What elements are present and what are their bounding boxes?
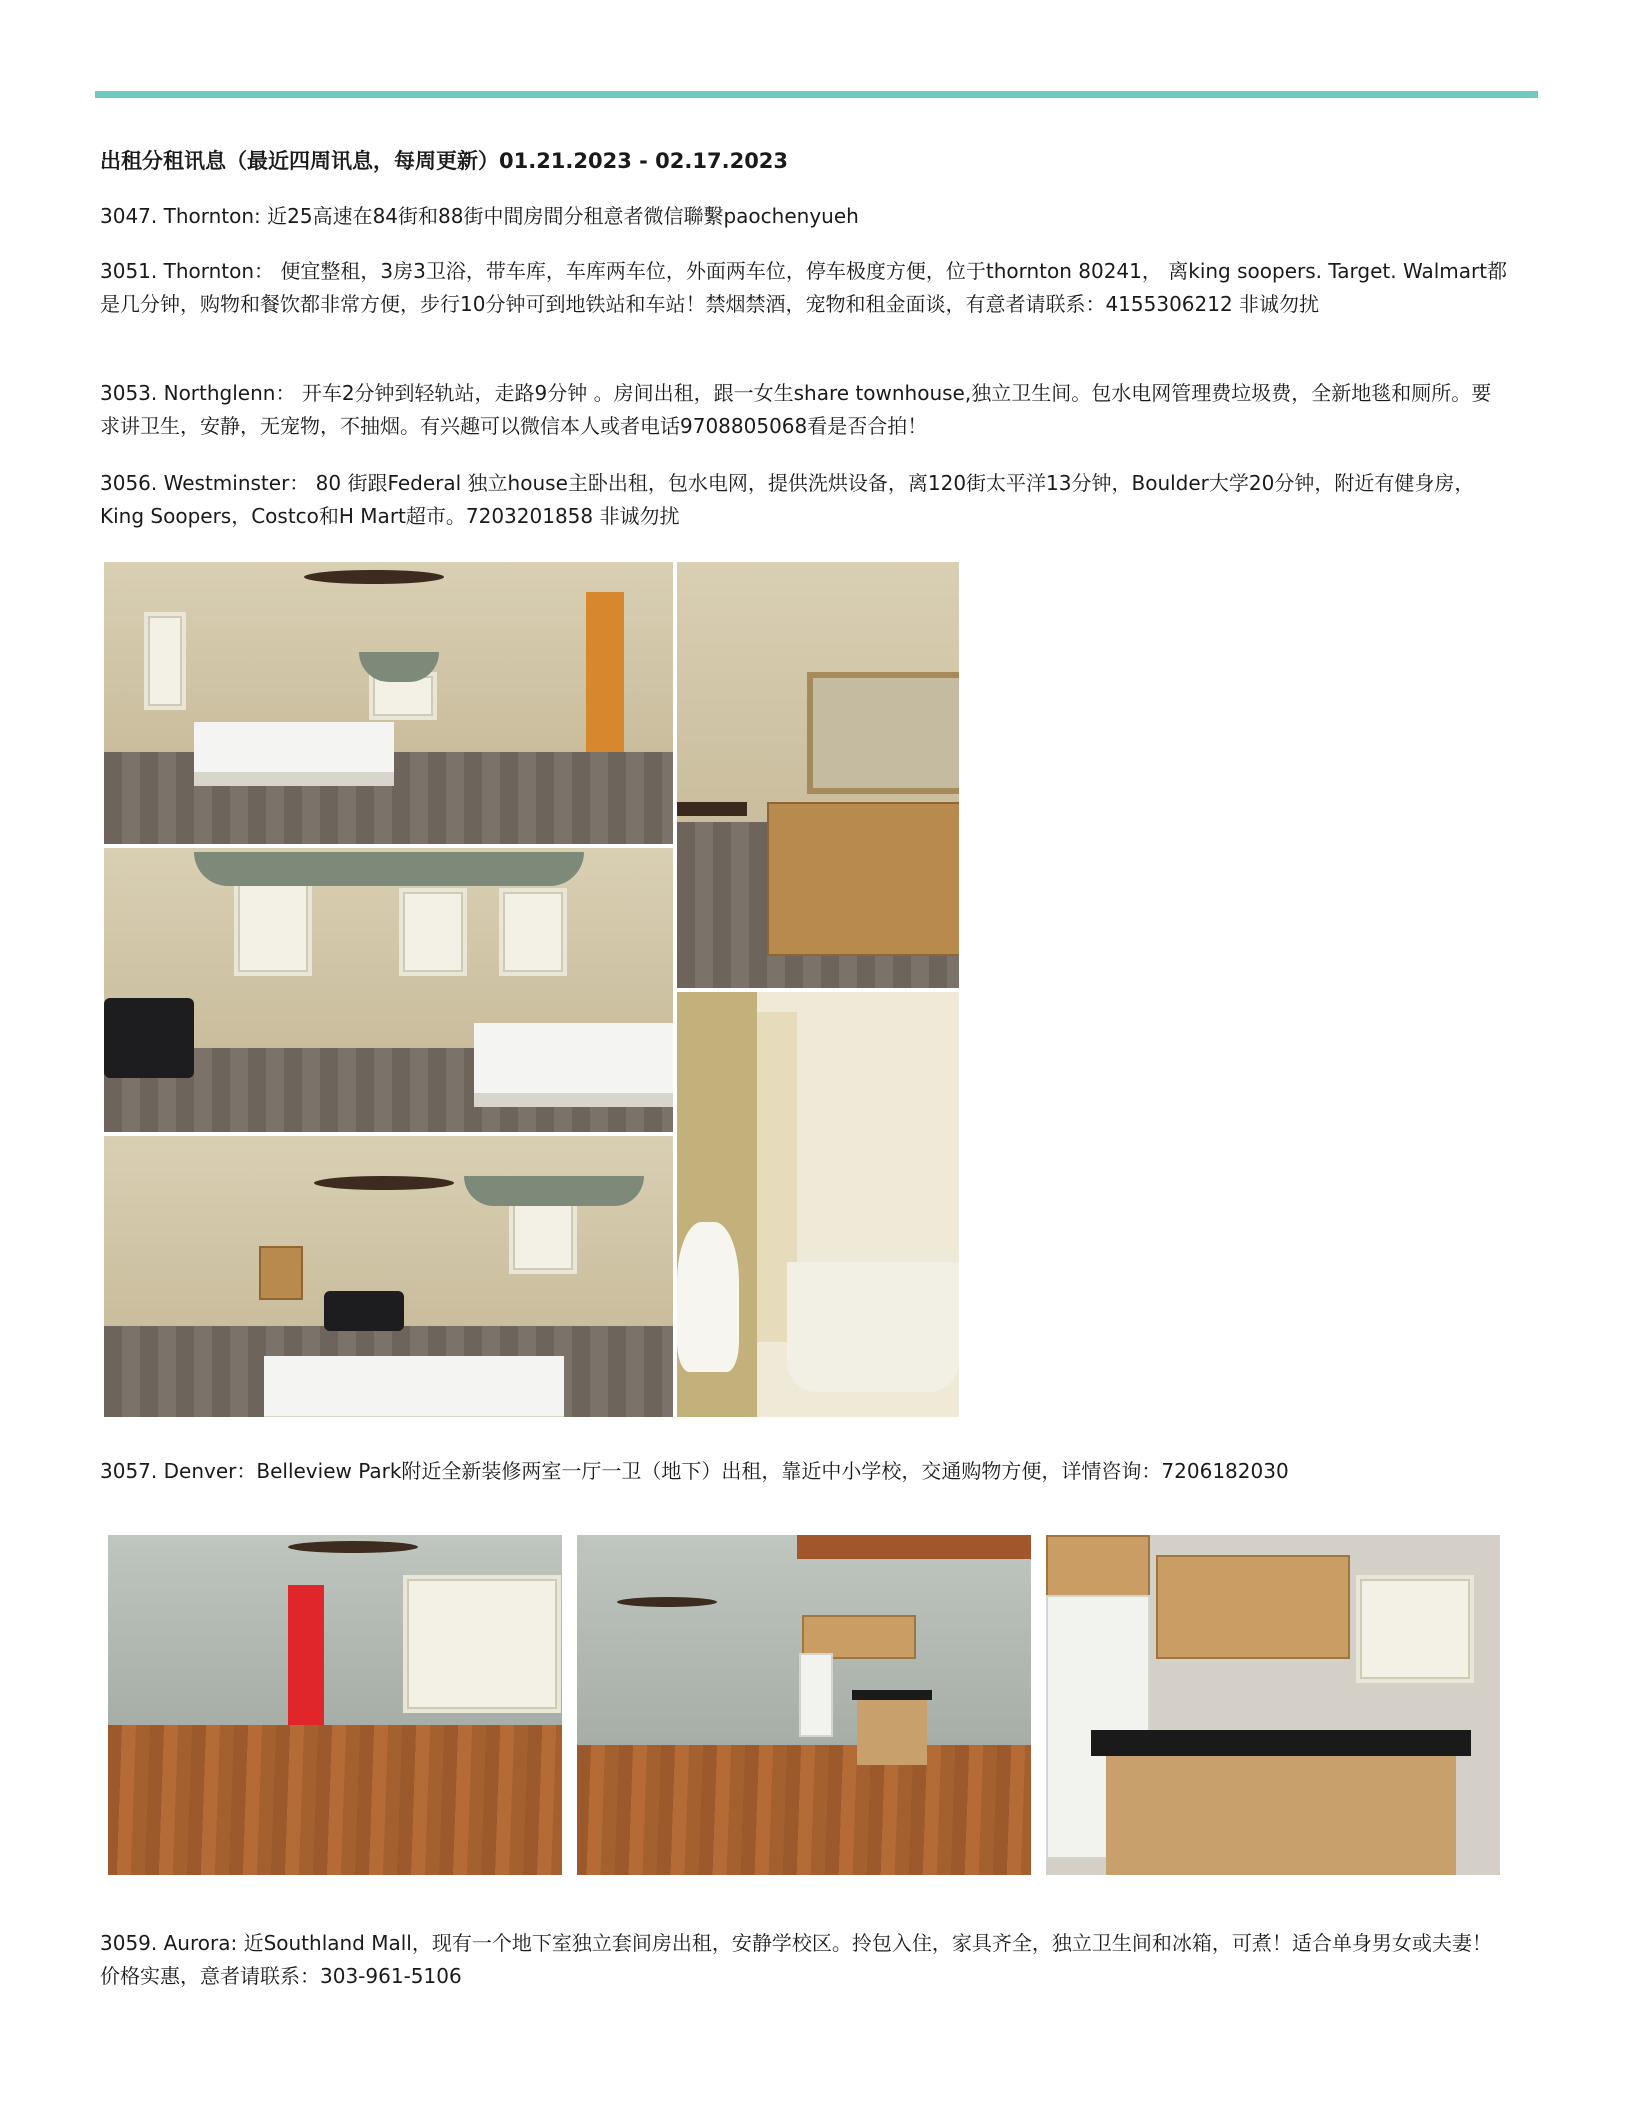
header-rule	[95, 91, 1538, 98]
listing-3059: 3059. Aurora: 近Southland Mall，现有一个地下室独立套间房出租，安静学校区。拎包入住，家具齐全，独立卫生间和冰箱，可煮！适合单身男女或夫妻！价格实惠，意者请联系：303-961-5106	[100, 1931, 1492, 1988]
bedroom-photo	[104, 562, 673, 844]
bedroom-photo	[104, 848, 673, 1132]
living-room-photo	[108, 1535, 562, 1875]
listing-3056: 3056. Westminster： 80 街跟Federal 独立house主卧出租，包水电网，提供洗烘设备，离120街太平洋13分钟，Boulder大学20分钟，附近有健身房，King Soopers，Costco和H Mart超市。7203201858 非诚勿扰	[100, 471, 1475, 528]
bedroom-photo	[104, 1136, 673, 1417]
kitchen-island-photo	[1046, 1535, 1500, 1875]
listing-3051: 3051. Thornton： 便宜整租，3房3卫浴，带车库，车库两车位，外面两车位，停车极度方便，位于thornton 80241， 离king soopers. Target. Walmart都是几分钟，购物和餐饮都非常方便，步行10分钟可到地铁站和车站！禁烟禁酒，宠物和租金面谈，有意者请联系：4155306212 非诚勿扰	[100, 259, 1508, 316]
bathroom-vanity-photo	[677, 562, 959, 988]
open-kitchen-photo	[577, 1535, 1031, 1875]
bathroom-shower-photo	[677, 992, 959, 1417]
page-heading: 出租分租讯息（最近四周讯息，每周更新）01.21.2023 - 02.17.2023	[100, 149, 789, 173]
listing-3057: 3057. Denver：Belleview Park附近全新装修两室一厅一卫（地下）出租，靠近中小学校，交通购物方便，详情咨询：7206182030	[100, 1459, 1289, 1483]
listing-3053: 3053. Northglenn： 开车2分钟到轻轨站，走路9分钟 。房间出租，跟一女生share townhouse,独立卫生间。包水电网管理费垃圾费，全新地毯和厕所。要求讲卫生，安静，无宠物，不抽烟。有兴趣可以微信本人或者电话9708805068看是否合拍！	[100, 381, 1492, 438]
listing-3047: 3047. Thornton: 近25高速在84街和88街中間房間分租意者微信聯繫paochenyueh	[100, 204, 859, 228]
